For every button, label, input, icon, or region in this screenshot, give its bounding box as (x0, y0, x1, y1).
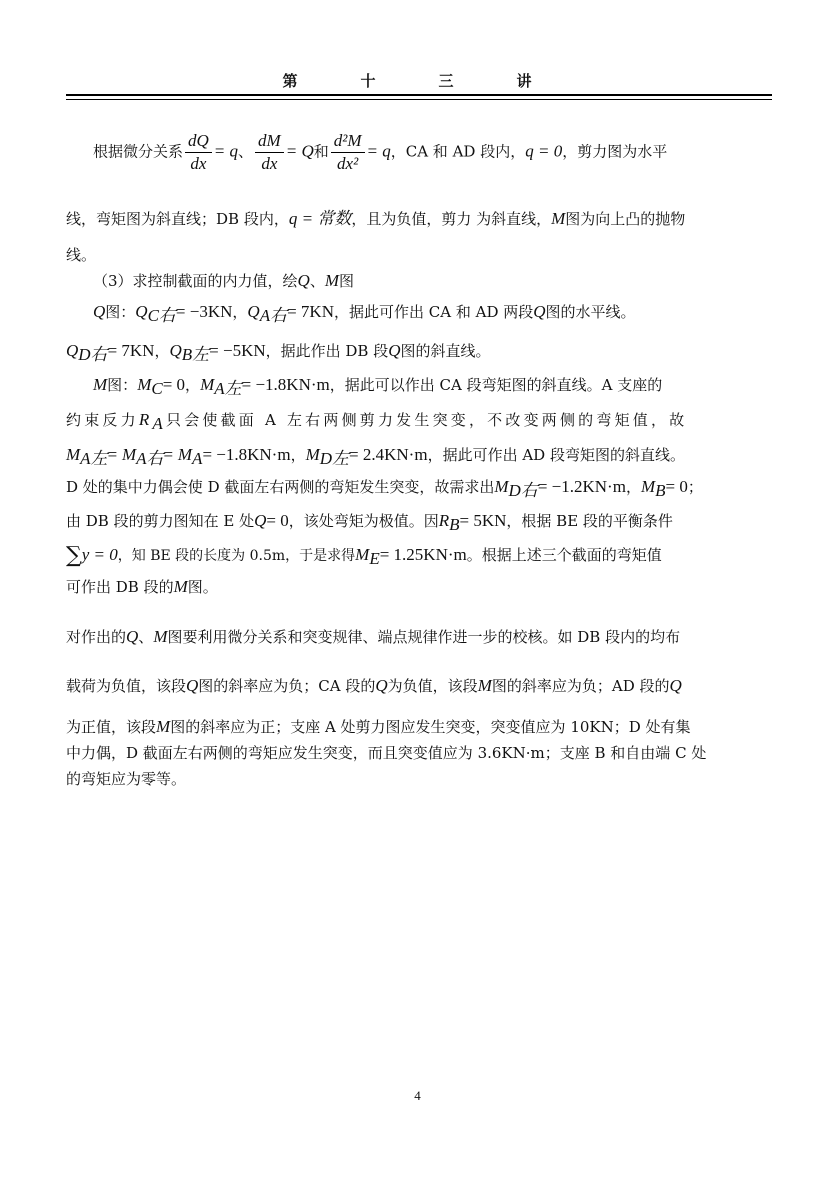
paragraph-line-18 (66, 766, 772, 792)
math-span: M (153, 627, 168, 646)
page-header: 第 十 三 讲 (282, 72, 556, 90)
text-span: 、 (238, 142, 254, 161)
math-span: Q (247, 302, 260, 321)
text-span: ， (290, 446, 306, 464)
math-span: = 5KN (459, 511, 507, 530)
paragraph-line-15 (66, 673, 772, 699)
math-span: M (305, 445, 320, 464)
text-span: 为正值，该段 (66, 718, 157, 736)
paragraph-line-7 (93, 372, 773, 398)
text-span: 图的斜率应为负；CA 段的 (198, 677, 376, 695)
text-span: ，该处弯矩为极值。因 (288, 512, 439, 530)
text-span: ，据此可作出 AD 段弯矩图的斜直线。 (427, 446, 685, 464)
page-number: 4 (414, 1088, 421, 1103)
fraction-denominator: dx (190, 154, 207, 173)
math-span: Q (669, 676, 682, 695)
text-span: ，知 BE 段的长度为 0.5m，于是求得 (117, 548, 356, 564)
text-span: 由 DB 段的剪力图知在 E 处 (66, 512, 255, 530)
math-span: = 1.25KN·m (379, 545, 467, 564)
math-subscript: D右 (78, 345, 108, 364)
text-span: ， (154, 342, 170, 360)
text-span: ，根据 BE 段的平衡条件 (506, 512, 673, 530)
math-subscript: B (449, 515, 460, 534)
text-span: ，据此作出 DB 段 (265, 342, 389, 360)
text-span: 、 (138, 628, 154, 646)
paragraph-line-14 (66, 624, 772, 650)
text-span: ，据此可作出 CA 和 AD 两段 (334, 303, 534, 321)
text-span: 图的斜率应为负；AD 段的 (491, 677, 670, 695)
math-span: = −1.8KN·m (241, 375, 330, 394)
paragraph-line-4 (93, 268, 799, 294)
math-span: M (355, 545, 370, 564)
paragraph-line-6 (66, 338, 772, 364)
math-span: = −3KN (175, 302, 233, 321)
math-span: Q (533, 302, 546, 321)
text-span: 中力偶，D 截面左右两侧的弯矩应发生突变，而且突变值应为 3.6KN·m；支座 B 和自由端 C 处 (66, 744, 707, 762)
text-span: 的弯矩应为零等。 (66, 770, 187, 788)
math-subscript: A右 (136, 449, 164, 468)
math-span: Q (254, 511, 267, 530)
text-span: 约束反力 (66, 411, 139, 429)
math-span: = 0 (162, 375, 186, 394)
text-span: 图： (107, 376, 138, 394)
fraction-denominator: dx (261, 154, 278, 173)
math-span: = −5KN (209, 341, 266, 360)
math-span: = (107, 445, 118, 464)
paragraph-line-5 (93, 299, 773, 325)
math-span: Q (375, 676, 388, 695)
text-span: ，剪力图为水平 (562, 142, 668, 161)
text-span: 图为向上凸的抛物 (565, 210, 686, 228)
paragraph-line-13 (66, 574, 772, 600)
math-span: M (494, 477, 509, 496)
math-subscript: D左 (319, 449, 350, 468)
text-span: （3）求控制截面的内力值，绘 (93, 272, 298, 290)
paragraph-line-10 (66, 474, 772, 500)
header-rule-thin (66, 99, 772, 100)
text-span: ， (625, 478, 641, 496)
math-span: Q (169, 341, 182, 360)
math-span: Q (93, 302, 106, 321)
math-span: = 7KN (107, 341, 155, 360)
text-span: 根据微分关系 (93, 142, 184, 161)
math-span: Q (186, 676, 199, 695)
paragraph-line-9 (66, 442, 772, 468)
fraction-numerator: dM (255, 130, 284, 153)
math-span: Q (126, 627, 139, 646)
math-subscript: B (655, 481, 666, 500)
text-span: 可作出 DB 段的 (66, 578, 174, 596)
math-span: M (200, 375, 215, 394)
text-span: 。根据上述三个截面的弯矩值 (466, 546, 662, 564)
text-span: 线，弯矩图为斜直线；DB 段内， (66, 210, 289, 228)
fraction-dM-dx (255, 130, 284, 175)
math-span: = q (213, 141, 239, 161)
math-subscript: C (151, 379, 163, 398)
fraction-numerator: dQ (185, 130, 212, 153)
math-span: M (137, 375, 152, 394)
math-span: = 7KN (287, 302, 334, 321)
text-span: ，据此可以作出 CA 段弯矩图的斜直线。A 支座的 (329, 376, 663, 394)
math-subscript: A (152, 414, 166, 433)
text-span: 、 (309, 272, 325, 290)
text-span: 图要利用微分关系和突变规律、端点规律作进一步的校核。如 DB 段内的均布 (167, 628, 681, 646)
math-span: M (156, 717, 171, 736)
math-span: = q (366, 141, 391, 161)
math-span: M (551, 209, 566, 228)
math-span: = 0 (665, 477, 688, 496)
text-span: ，且为负值，剪力 为斜直线， (351, 210, 552, 228)
text-span: 线。 (66, 246, 97, 264)
paragraph-line-11 (66, 508, 772, 534)
math-span: M (173, 577, 188, 596)
paragraph-line-12 (66, 542, 772, 569)
math-subscript: C右 (147, 306, 176, 325)
text-span: D 处的集中力偶会使 D 截面左右两侧的弯矩发生突变，故需求出 (66, 478, 495, 496)
math-subscript: A (192, 449, 203, 468)
paragraph-line-1 (93, 130, 773, 175)
math-span: = 0 (266, 511, 289, 530)
text-span: ， (232, 303, 248, 321)
math-subscript: A左 (80, 449, 108, 468)
text-span: 图的斜率应为正；支座 A 处剪力图应发生突变，突变值应为 10KN；D 处有集 (170, 718, 691, 736)
math-span: M (177, 445, 193, 464)
math-span: = (163, 445, 174, 464)
math-span: Q (66, 341, 79, 360)
summation-symbol: ∑ (66, 543, 82, 568)
text-span: ，CA 和 AD 段内， (390, 142, 526, 161)
math-span: M (324, 271, 340, 290)
math-span: = −1.8KN·m (202, 445, 291, 464)
fraction-dQ-dx (185, 130, 212, 175)
math-span: = 2.4KN·m (349, 445, 428, 464)
text-span: 为负值，该段 (387, 677, 478, 695)
math-span: M (477, 676, 492, 695)
math-span: y = 0 (81, 545, 118, 564)
text-span: 和 (313, 142, 329, 161)
math-subscript: A右 (259, 306, 288, 325)
math-span: Q (297, 271, 310, 290)
text-span: 图 (339, 272, 355, 290)
text-span: ； (687, 478, 703, 496)
math-subscript: B左 (181, 345, 210, 364)
math-span: R (138, 410, 153, 429)
text-span: 对作出的 (66, 628, 127, 646)
paragraph-line-16 (66, 714, 772, 740)
math-span: M (640, 477, 656, 496)
math-subscript: E (369, 549, 380, 568)
paragraph-line-8 (66, 407, 772, 433)
text-span: 图。 (187, 578, 218, 596)
text-span: 图的水平线。 (545, 303, 636, 321)
text-span: 载荷为负值，该段 (66, 677, 187, 695)
paragraph-line-3 (66, 242, 772, 268)
math-subscript: A左 (214, 379, 242, 398)
math-span: M (66, 445, 81, 464)
text-span: 图的斜直线。 (400, 342, 491, 360)
math-span: = Q (285, 141, 314, 161)
math-span: q = 0 (525, 141, 563, 161)
text-span: 图： (105, 303, 136, 321)
paragraph-line-17 (66, 740, 772, 766)
math-span: Q (135, 302, 148, 321)
fraction-denominator: dx² (337, 154, 359, 173)
text-span: 只会使截面 A 左右两侧剪力发生突变，不改变两侧的弯矩值，故 (166, 411, 688, 429)
fraction-numerator: d²M (331, 130, 365, 153)
math-span: M (121, 445, 137, 464)
math-span: Q (388, 341, 401, 360)
math-span: q = 常数 (288, 209, 352, 228)
fraction-d2M-dx2 (331, 130, 365, 175)
paragraph-line-2 (66, 206, 772, 232)
math-span: = −1.2KN·m (537, 477, 626, 496)
math-span: M (93, 375, 108, 394)
text-span: ， (185, 376, 201, 394)
math-span: R (438, 511, 450, 530)
header-rule-thick (66, 94, 772, 96)
math-subscript: D右 (508, 481, 538, 500)
